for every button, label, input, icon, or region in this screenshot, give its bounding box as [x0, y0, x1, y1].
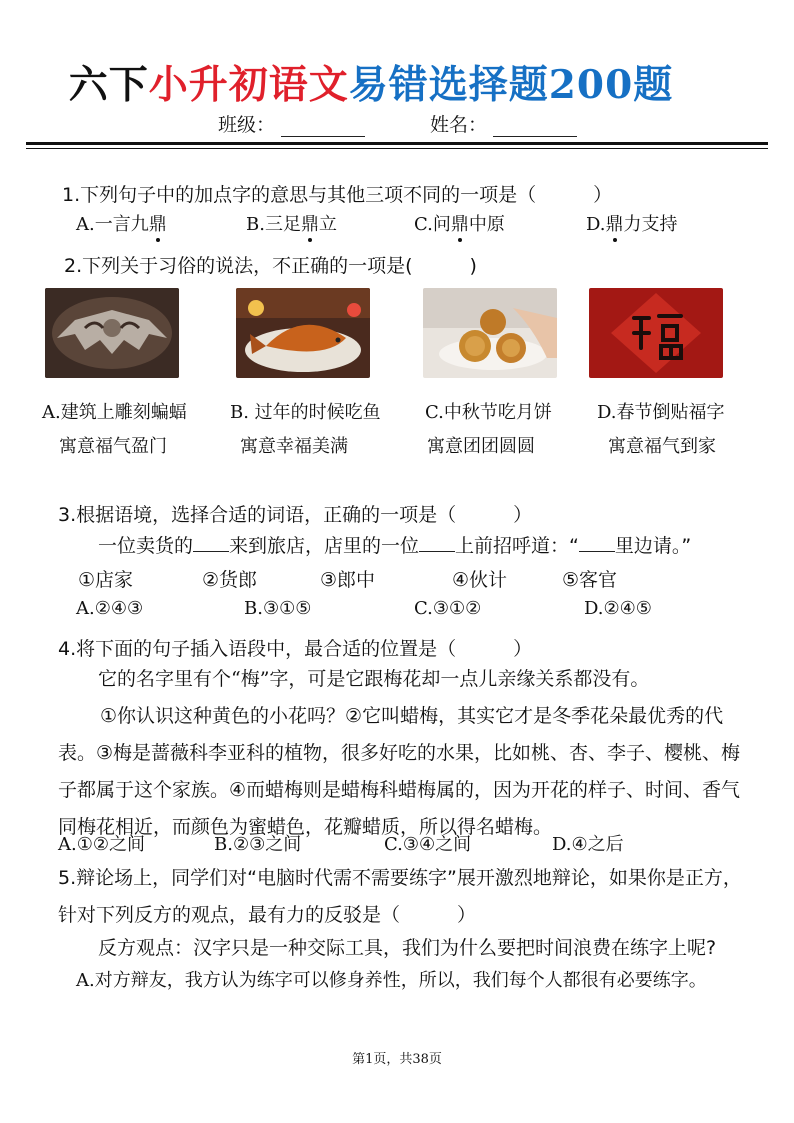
- question-5-stem: 5.辩论场上，同学们对“电脑时代需不需要练字”展开激烈地辩论，如果你是正方，针对下列反方的观点，最有力的反驳是（ ）: [58, 867, 742, 926]
- question-3-choice-4: ④伙计: [452, 569, 508, 591]
- bat-carving-image: [45, 288, 179, 378]
- question-3-choice-1: ①店家: [78, 569, 134, 591]
- name-blank: [493, 116, 577, 137]
- question-2-option-a-line-2: 寓意福气盈门: [59, 436, 167, 457]
- class-blank: [281, 116, 365, 137]
- question-2-option-c-line-1: C.中秋节吃月饼: [425, 402, 552, 423]
- question-4-stem: 4.将下面的句子插入语段中，最合适的位置是（ ）: [58, 638, 533, 660]
- question-5-option-a: A.对方辩友，我方认为练字可以修身养性，所以，我们每个人都很有必要练字。: [76, 970, 707, 991]
- question-3-option-d: D.②④⑤: [584, 598, 652, 619]
- question-3-choice-3: ③郎中: [320, 569, 376, 591]
- name-label: 姓名：: [430, 114, 488, 136]
- fu-character-image: [589, 288, 723, 378]
- question-3-choice-5: ⑤客官: [562, 569, 618, 591]
- header-rule-thin: [26, 148, 768, 149]
- question-4-option-d: D.④之后: [552, 834, 624, 855]
- title-part-3: 易错选择题200题: [348, 62, 674, 108]
- question-4-option-c: C.③④之间: [384, 834, 472, 855]
- mooncakes-image: [423, 288, 557, 378]
- question-3-option-c: C.③①②: [414, 598, 482, 619]
- question-2-option-b-line-1: B. 过年的时候吃鱼: [230, 402, 381, 423]
- document-title: [0, 54, 742, 110]
- question-2-option-b-line-2: 寓意幸福美满: [240, 436, 348, 457]
- question-2-option-d-line-1: D.春节倒贴福字: [597, 402, 725, 423]
- question-2-stem: 2.下列关于习俗的说法，不正确的一项是( ): [64, 255, 477, 277]
- question-4-option-b: B.②③之间: [214, 834, 302, 855]
- question-4-option-a: A.①②之间: [58, 834, 145, 855]
- question-3-choice-2: ②货郎: [202, 569, 258, 591]
- title-part-2: 小升初语文: [148, 62, 349, 108]
- question-4-passage: ①你认识这种黄色的小花吗？②它叫蜡梅，其实它才是冬季花朵最优秀的代表。③梅是蔷薇科李亚科的植物，很多好吃的水果，比如桃、杏、李子、樱桃、梅子都属于这个家族。④而蜡梅则是蜡梅科蜡梅属的，因为开花的样子、时间、香气同梅花相近，而颜色为蜜蜡色，花瓣蜡质，所以得名蜡梅。: [58, 705, 741, 838]
- question-2-option-a-line-1: A.建筑上雕刻蝙蝠: [42, 402, 187, 423]
- title-part-1: 六下: [68, 62, 149, 108]
- fish-dish-image: [236, 288, 370, 378]
- question-1-option-d: D.鼎力支持: [586, 210, 678, 236]
- question-3-option-a: A.②④③: [76, 598, 144, 619]
- question-3-option-b: B.③①⑤: [244, 598, 312, 619]
- question-2-option-c-line-2: 寓意团团圆圆: [427, 436, 535, 457]
- question-1-option-b: B.三足鼎立: [246, 210, 337, 236]
- question-1-option-c: C.问鼎中原: [414, 210, 505, 236]
- name-field: [430, 110, 577, 137]
- question-2-option-d-line-2: 寓意福气到家: [608, 436, 716, 457]
- question-1-stem: 1.下列句子中的加点字的意思与其他三项不同的一项是（ ）: [62, 184, 613, 206]
- class-field: [218, 110, 365, 137]
- header-rule-thick: [26, 142, 768, 145]
- question-1-option-a: A.一言九鼎: [76, 210, 167, 236]
- question-3-stem: 3.根据语境，选择合适的词语，正确的一项是（ ）: [58, 504, 533, 526]
- question-5-opponent-view: 反方观点：汉字只是一种交际工具，我们为什么要把时间浪费在练字上呢?: [98, 937, 717, 959]
- question-4-insert-sentence: 它的名字里有个“梅”字，可是它跟梅花却一点儿亲缘关系都没有。: [98, 668, 650, 690]
- question-3-sentence: 一位卖货的 来到旅店，店里的一位 上前招呼道：“ 里边请。”: [98, 535, 692, 557]
- page-number: 第1页，共38页: [352, 1052, 442, 1067]
- class-label: 班级：: [218, 114, 276, 136]
